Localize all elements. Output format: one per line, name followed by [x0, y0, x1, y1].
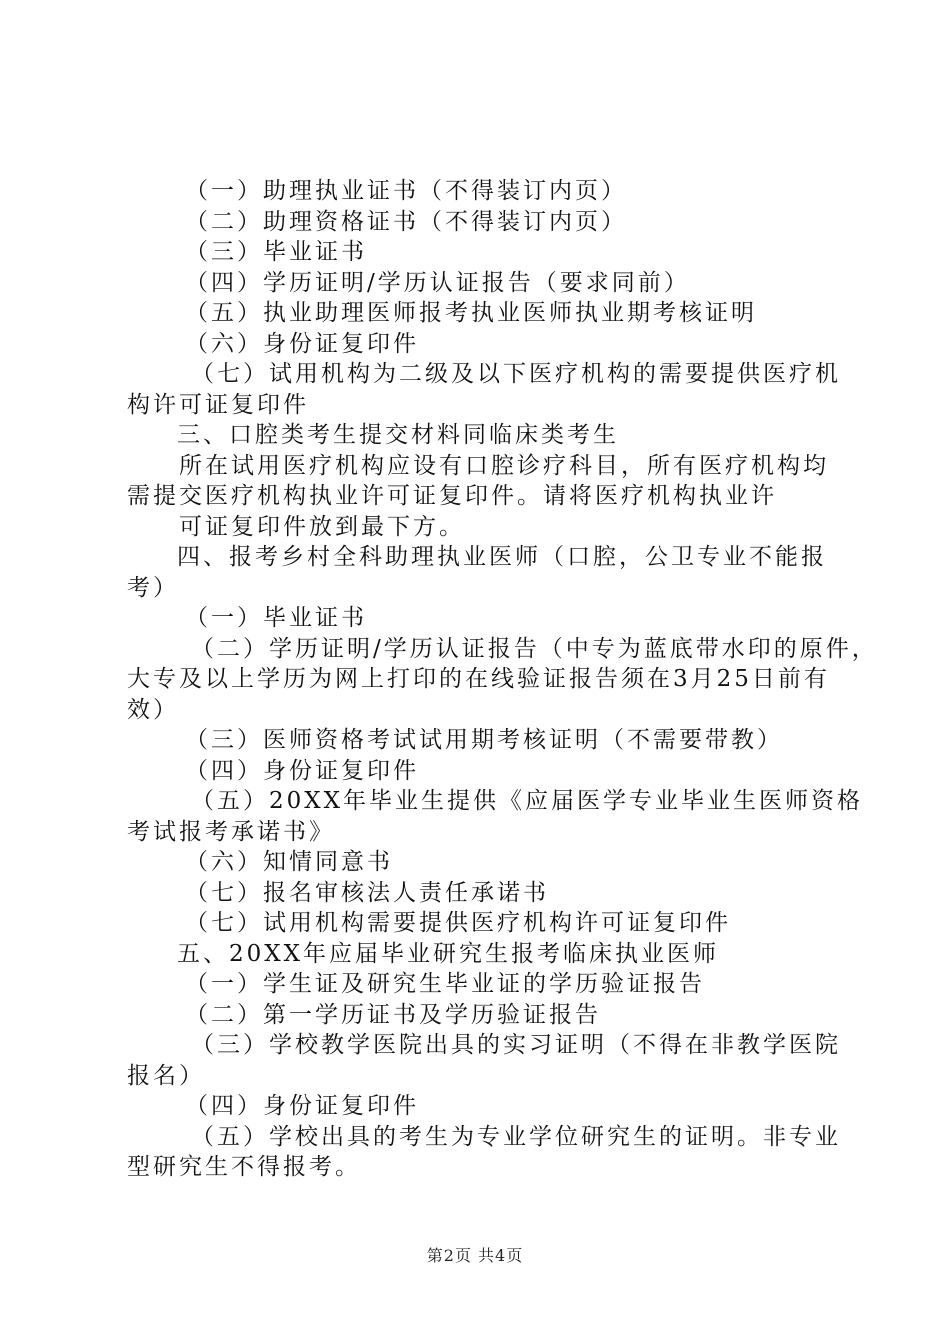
text-line: （四）学历证明/学历认证报告（要求同前） — [185, 269, 690, 296]
text-line: 需提交医疗机构执业许可证复印件。请将医疗机构执业许 — [127, 483, 777, 509]
text-line: （五）学校出具的考生为专业学位研究生的证明。非专业 — [191, 1123, 841, 1150]
text-line: （六）知情同意书 — [185, 849, 393, 875]
text-line: 考） — [127, 574, 179, 601]
text-line: （三）医师资格考试试用期考核证明（不需要带教） — [185, 727, 783, 753]
text-line: （七）报名审核法人责任承诺书 — [185, 879, 549, 906]
text-line: （五）20XX年毕业生提供《应届医学专业毕业生医师资格 — [191, 788, 864, 814]
text-line: （五）执业助理医师报考执业医师执业期考核证明 — [185, 300, 757, 326]
text-line: （二）助理资格证书（不得装订内页） — [185, 208, 627, 235]
text-line: （四）身份证复印件 — [185, 1093, 419, 1119]
page-footer: 第2页 共4页 — [426, 1246, 524, 1265]
text-line: 四、报考乡村全科助理执业医师（口腔，公卫专业不能报 — [177, 544, 827, 570]
text-line: （三）毕业证书 — [185, 239, 367, 265]
text-line: 构许可证复印件 — [127, 391, 309, 418]
document-body — [127, 176, 878, 1183]
text-line: （三）学校教学医院出具的实习证明（不得在非教学医院 — [191, 1032, 841, 1058]
text-line: 考试报考承诺书》 — [127, 818, 335, 845]
text-line: 型研究生不得报考。 — [127, 1154, 361, 1180]
text-line: （二）第一学历证书及学历验证报告 — [185, 1001, 601, 1028]
text-line: 可证复印件放到最下方。 — [179, 513, 465, 540]
text-line: （一）助理执业证书（不得装订内页） — [185, 178, 627, 204]
text-line: （六）身份证复印件 — [185, 330, 419, 357]
text-line: （一）学生证及研究生毕业证的学历验证报告 — [185, 971, 705, 997]
text-line: 报名） — [127, 1062, 205, 1089]
text-line: 效） — [127, 696, 179, 723]
text-line: （二）学历证明/学历认证报告（中专为蓝底带水印的原件， — [191, 635, 878, 662]
text-line: 所在试用医疗机构应设有口腔诊疗科目，所有医疗机构均 — [179, 452, 829, 479]
text-line: （一）毕业证书 — [185, 605, 367, 631]
text-line: （四）身份证复印件 — [185, 757, 419, 784]
text-line: （七）试用机构为二级及以下医疗机构的需要提供医疗机 — [191, 361, 841, 387]
text-line: （七）试用机构需要提供医疗机构许可证复印件 — [185, 910, 731, 936]
text-line: 三、口腔类考生提交材料同临床类考生 — [177, 422, 619, 448]
text-line: 大专及以上学历为网上打印的在线验证报告须在3月25日前有 — [127, 666, 830, 692]
text-line: 五、20XX年应届毕业研究生报考临床执业医师 — [177, 940, 720, 967]
